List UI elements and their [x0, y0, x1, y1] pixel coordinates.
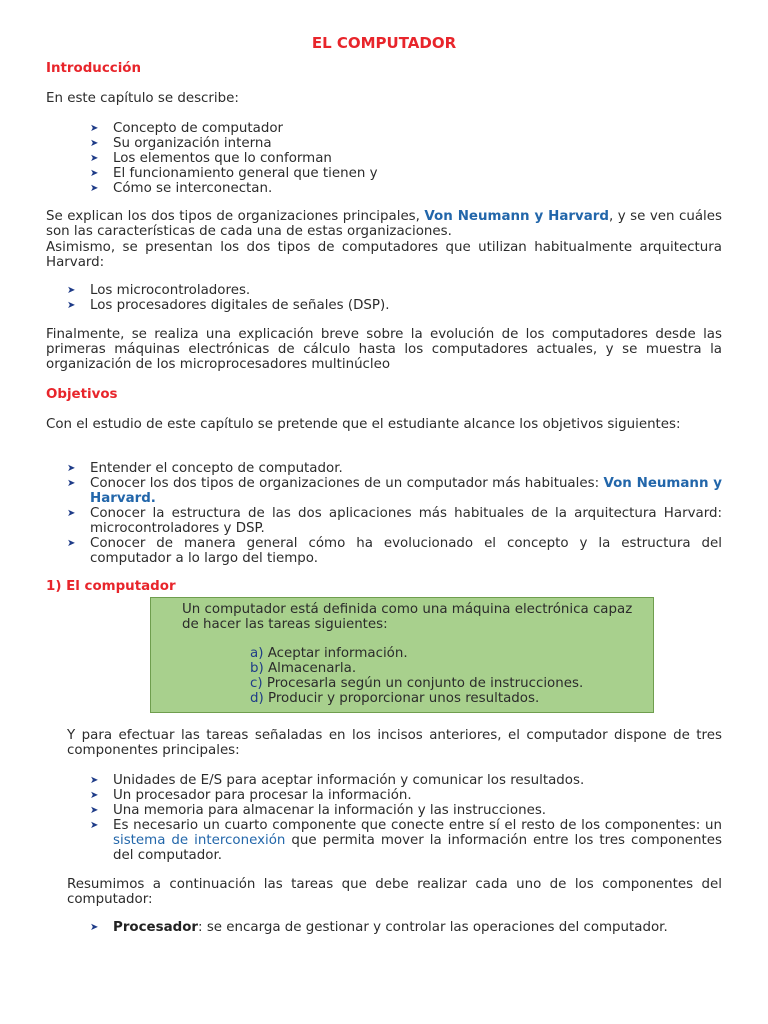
arrow-bullet-icon: ➤	[90, 820, 99, 831]
list-item: ➤ Un procesador para procesar la información.	[90, 788, 412, 803]
arrow-bullet-icon: ➤	[90, 123, 99, 134]
interconnection-system-highlight: sistema de interconexión	[113, 833, 286, 848]
section-1-heading: 1) El computador	[46, 579, 176, 594]
definition-box	[150, 597, 654, 713]
objetivos-heading: Objetivos	[46, 387, 118, 402]
arrow-bullet-icon: ➤	[90, 775, 99, 786]
list-item: c) Procesarla según un conjunto de instrucciones.	[250, 676, 584, 691]
list-item: b) Almacenarla.	[250, 661, 357, 676]
processor-label: Procesador	[113, 920, 199, 935]
arrow-bullet-icon: ➤	[67, 463, 76, 474]
objetivos-lead: Con el estudio de este capítulo se pretende que el estudiante alcance los objetivos siguientes:	[46, 417, 681, 432]
list-item: ➤ Los microcontroladores.	[67, 283, 251, 298]
list-item: ➤ Cómo se interconectan.	[90, 181, 273, 196]
arrow-bullet-icon: ➤	[90, 922, 99, 933]
von-neumann-harvard-highlight: Von Neumann y Harvard	[424, 209, 609, 224]
processor-bullet-list	[90, 920, 722, 935]
components-bullet-list	[90, 773, 722, 863]
arrow-bullet-icon: ➤	[90, 790, 99, 801]
list-item: a) Aceptar información.	[250, 646, 408, 661]
list-item: ➤ Una memoria para almacenar la información y las instrucciones.	[90, 803, 547, 818]
arrow-bullet-icon: ➤	[90, 183, 99, 194]
arrow-bullet-icon: ➤	[67, 300, 76, 311]
list-item: ➤ Procesador: se encarga de gestionar y controlar las operaciones del computador.	[90, 920, 668, 935]
definition-text: Un computador está definida como una máquina electrónica capaz de hacer las tareas siguientes:	[182, 602, 633, 632]
list-item: ➤ Entender el concepto de computador.	[67, 461, 343, 476]
intro-paragraph-harvard: Asimismo, se presentan los dos tipos de computadores que utilizan habitualmente arquitectura Harvard:	[46, 240, 722, 270]
list-item: ➤ Su organización interna	[90, 136, 272, 151]
intro-lead: En este capítulo se describe:	[46, 91, 239, 106]
page-title: EL COMPUTADOR	[311, 34, 457, 52]
list-item: ➤ Los elementos que lo conforman	[90, 151, 332, 166]
arrow-bullet-icon: ➤	[90, 153, 99, 164]
intro-paragraph-organizations: Se explican los dos tipos de organizaciones principales, Von Neumann y Harvard, y se ven cuáles son las características de cada una de estas organizaciones.	[46, 209, 722, 239]
summary-paragraph: Resumimos a continuación las tareas que debe realizar cada uno de los componentes del computador:	[67, 877, 722, 907]
list-item: ➤ Unidades de E/S para aceptar información y comunicar los resultados.	[90, 773, 585, 788]
intro-heading: Introducción	[46, 61, 142, 76]
arrow-bullet-icon: ➤	[67, 508, 76, 519]
von-neumann-harvard-highlight: Von Neumann y Harvard.	[90, 476, 722, 506]
list-item: d) Producir y proporcionar unos resultados.	[250, 691, 540, 706]
section-number: 1)	[46, 579, 62, 594]
objetivos-bullet-list	[67, 461, 722, 566]
arrow-bullet-icon: ➤	[67, 538, 76, 549]
list-item: ➤ Conocer de manera general cómo ha evolucionado el concepto y la estructura del computador a lo largo del tiempo.	[67, 536, 722, 566]
harvard-bullet-list	[67, 283, 527, 313]
task-list	[250, 646, 583, 706]
intro-bullet-list	[90, 121, 510, 196]
list-item: ➤ Conocer la estructura de las dos aplicaciones más habituales de la arquitectura Harvard: microcontroladores y DSP.	[67, 506, 722, 536]
arrow-bullet-icon: ➤	[90, 168, 99, 179]
components-intro-paragraph: Y para efectuar las tareas señaladas en los incisos anteriores, el computador dispone de tres componentes principales:	[67, 728, 722, 758]
arrow-bullet-icon: ➤	[90, 805, 99, 816]
arrow-bullet-icon: ➤	[67, 478, 76, 489]
list-item: ➤ Concepto de computador	[90, 121, 284, 136]
intro-paragraph-evolution: Finalmente, se realiza una explicación breve sobre la evolución de los computadores desde las primeras máquinas electrónicas de cálculo hasta los computadores actuales, y se muestra la organización de los microprocesadores multinúcleo	[46, 327, 722, 372]
list-item: ➤ Es necesario un cuarto componente que conecte entre sí el resto de los componentes: un sistema de interconexión que permita mover la información entre los tres componentes del computador.	[90, 818, 722, 863]
arrow-bullet-icon: ➤	[90, 138, 99, 149]
list-item: ➤ Conocer los dos tipos de organizaciones de un computador más habituales: Von Neumann y Harvard.	[67, 476, 722, 506]
list-item: ➤ El funcionamiento general que tienen y	[90, 166, 378, 181]
list-item: ➤ Los procesadores digitales de señales (DSP).	[67, 298, 390, 313]
arrow-bullet-icon: ➤	[67, 285, 76, 296]
